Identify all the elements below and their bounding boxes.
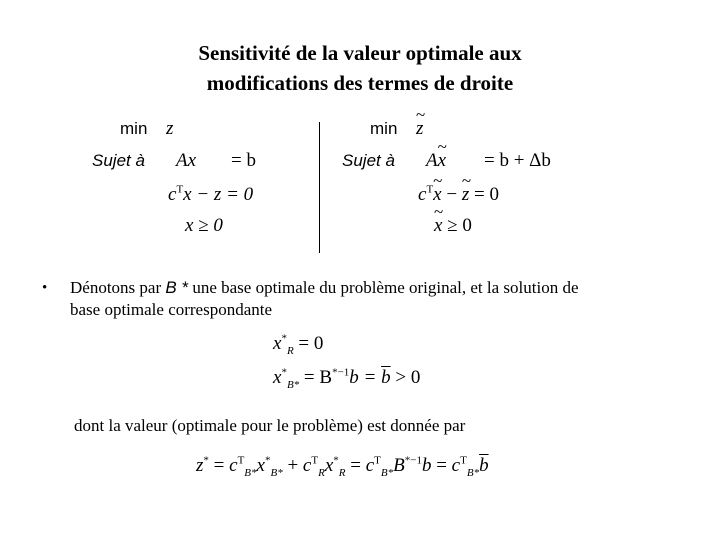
- right-constraint-2: $c^T\sim$ x − ~ z = 0: [418, 184, 499, 206]
- right-min-label: min: [370, 119, 398, 138]
- solution-xB: $x^*_{B*} = B^{*-1}b = \overline{b} > 0$: [273, 366, 421, 391]
- right-constraint-1-rhs: = b + Δb: [484, 150, 551, 171]
- optimal-value-formula: $z^* = c^T_{B*}x^*_{B*} + c^T_Rx^*_R = c^T_{B*}B^{*-1}b = c^T_{B*}\overline{b}$: [196, 454, 489, 479]
- left-subject-label: Sujet à: [92, 151, 145, 170]
- left-constraint-1-rhs: = b: [231, 150, 256, 171]
- left-min-label: min: [120, 119, 148, 138]
- left-constraint-2: $c^Tx - z = 0$: [168, 183, 254, 205]
- title-line-2: modifications des termes de droite: [206, 71, 514, 95]
- left-objective: z: [166, 118, 174, 139]
- right-subject-label: Sujet à: [342, 151, 395, 170]
- right-objective: ~ z: [416, 118, 423, 140]
- right-constraint-1: A~ x: [426, 150, 446, 172]
- title-line-1: Sensitivité de la valeur optimale aux: [198, 41, 522, 65]
- bullet-text-line-1: Dénotons par B * une base optimale du problème original, et la solution de: [70, 278, 579, 297]
- bullet-text-line-2: base optimale correspondante: [70, 300, 273, 319]
- value-sentence: dont la valeur (optimale pour le problème) est donnée par: [74, 416, 466, 435]
- left-constraint-1-lhs: Ax: [176, 150, 197, 171]
- solution-xR: $x^*_R = 0$: [273, 332, 324, 357]
- page-title: [0, 38, 720, 98]
- vertical-divider: [319, 122, 320, 253]
- bullet-icon: •: [42, 280, 48, 296]
- right-constraint-3: ~ x ≥ 0: [434, 215, 472, 237]
- left-constraint-3: x ≥ 0: [185, 215, 223, 236]
